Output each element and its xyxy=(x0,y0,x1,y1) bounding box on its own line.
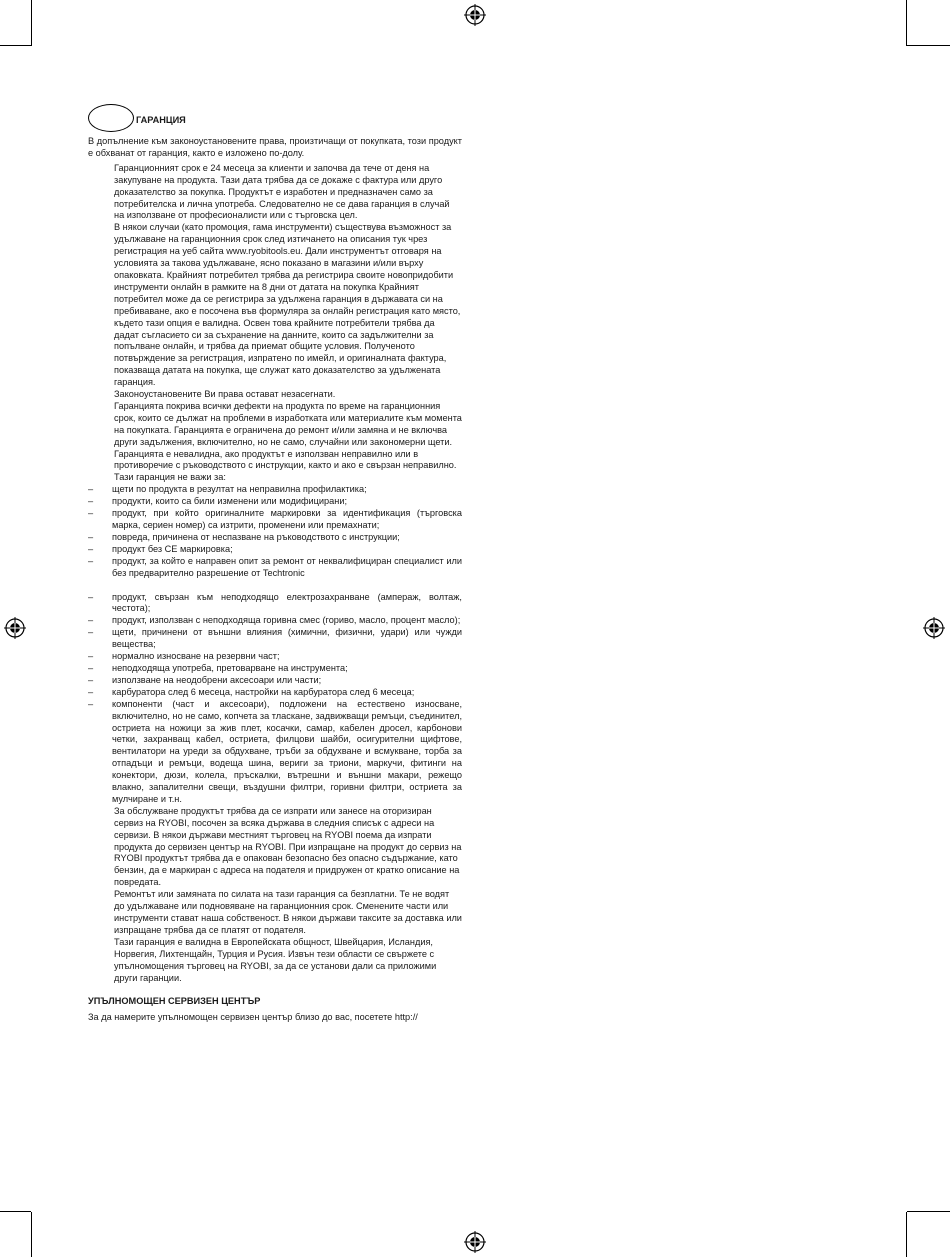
list-item: – неподходяща употреба, претоварване на инструмента; xyxy=(88,662,348,673)
list-item: – продукт, при който оригиналните маркировки за идентификация (търговска марка, сериен номер) са изтрити, променени или премахнати; xyxy=(88,508,462,530)
list-item: – нормално износване на резервни част; xyxy=(88,651,280,662)
dash-bullet: – xyxy=(88,674,94,685)
list-item: – компоненти (част и аксесоари), подложени на естествено износване, включително, но не само, копчета за тласкане, задвижващи ремъци, съединител, остриета на ножици за жив плет, косачки, самар, кабелен дросел, карбонови четки, захранващ кабел, остриета, филцови шайби, осигурителни щифтове, вентилатори на уреди за обдухване, тръби за обдухване и всмукване, торба за отпадъци и ремъци, водеща шина, вериги за триони, маркучи, фитинги на конектори, дюзи, колела, пръскалки, вътрешни и външни макари, режещо влакно, запалителни свещи, въздушни филтри, горивни филтри, остриета за мулчиране и т.н. xyxy=(88,698,462,804)
dash-bullet: – xyxy=(88,698,94,709)
dash-bullet: – xyxy=(88,651,94,662)
heading-title: ГАРАНЦИЯ xyxy=(136,115,186,125)
crop-mark-bottom-left-h xyxy=(0,1211,31,1212)
paragraph: Гаранцията е невалидна, ако продуктът е използван неправилно или в противоречие с ръководството с инструкции, както и ако е свързан неправилно. Тази гаранция не важи за: xyxy=(114,448,457,483)
dash-bullet: – xyxy=(88,496,94,507)
registration-mark-icon xyxy=(4,617,26,639)
list-item: – използване на неодобрени аксесоари или части; xyxy=(88,674,322,685)
paragraph: Ремонтът или замяната по силата на тази гаранция са безплатни. Те не водят до удължаване или подновяване на гаранционния срок. Сменените части или инструменти стават наша собственост. В някои държави таксите за доставка или изпращане трябва да се платят от подателя. xyxy=(114,889,462,935)
paragraph: Тази гаранция е валидна в Европейската общност, Швейцария, Исландия, Норвегия, Лихтенщайн, Турция и Русия. Извън тези области се свържете с упълномощения търговец на RYOBI, за да се установи дали са приложими други гаранции. xyxy=(114,936,437,983)
registration-mark-icon xyxy=(464,1231,486,1253)
crop-mark-bottom-right-h xyxy=(907,1211,950,1212)
service-center-text: За да намерите упълномощен сервизен център близо до вас, посетете http:// xyxy=(88,1012,418,1023)
service-center-heading: УПЪЛНОМОЩЕН СЕРВИЗЕН ЦЕНТЪР xyxy=(88,996,261,1007)
paragraph: За обслужване продуктът трябва да се изпрати или занесе на оторизиран сервиз на RYOBI, посочен за всяка държава в следния списък с адреси на сервизи. В някои държави местният търговец на RYOBI поема да изпрати продукта до сервизен център на RYOBI. При изпращане на продукт до сервиз на RYOBI продуктът трябва да е опакован безопасно без опасно съдържание, като бензин, да е маркиран с адреса на подателя и придружен от кратко описание на повредата. xyxy=(114,805,462,888)
dash-bullet: – xyxy=(88,484,94,495)
crop-mark-top-right-h xyxy=(907,45,950,46)
paragraph: Гаранционният срок е 24 месеца за клиенти и започва да тече от деня на закупуване на продукта. Тази дата трябва да се докаже с фактура или друго доказателство за покупка. Продуктът е изработен и предназначен само за потребителска и лична употреба. Следователно не се дава гаранция в случай на използване от професионалисти или с търговска цел. xyxy=(114,162,450,221)
crop-mark-bottom-left-v xyxy=(31,1212,32,1257)
registration-mark-icon xyxy=(923,617,945,639)
dash-bullet: – xyxy=(88,508,94,519)
dash-bullet: – xyxy=(88,662,94,673)
dash-bullet: – xyxy=(88,615,94,626)
warranty-body-continued xyxy=(114,806,462,985)
list-item: – карбуратора след 6 месеца, настройки на карбуратора след 6 месеца; xyxy=(88,686,415,697)
list-item: – продукт, използван с неподходяща горивна смес (гориво, масло, процент масло); xyxy=(88,615,461,626)
dash-bullet: – xyxy=(88,591,94,602)
paragraph: Гаранцията покрива всички дефекти на продукта по време на гаранционния срок, които се дължат на проблеми в изработката или материалите към момента на покупката. Гаранцията е ограничена до ремонт и/или замяна и не включва други задължения, включително, но не само, случайни или закономерни щети. xyxy=(114,400,462,447)
list-item: – продукт, свързан към неподходящо електрозахранване (ампераж, волтаж, честота); xyxy=(88,591,462,614)
list-item: – продукт, за който е направен опит за ремонт от неквалифициран специалист или без предварително разрешение от Techtronic xyxy=(88,555,462,578)
language-oval-badge xyxy=(88,104,134,132)
dash-bullet: – xyxy=(88,627,94,638)
crop-mark-top-right-v xyxy=(906,0,907,46)
registration-mark-icon xyxy=(464,4,486,26)
section-heading xyxy=(88,104,462,136)
exclusions-list xyxy=(88,484,462,806)
dash-bullet: – xyxy=(88,543,94,554)
list-item: – щети, причинени от външни влияния (химични, физични, удари) или чужди вещества; xyxy=(88,627,462,650)
crop-mark-top-left-h xyxy=(0,45,31,46)
warranty-body xyxy=(114,163,462,484)
intro-paragraph: В допълнение към законоустановените права, произтичащи от покупката, този продукт е обхванат от гаранция, както е изложено по-долу. xyxy=(88,136,462,158)
crop-mark-bottom-right-v xyxy=(906,1212,907,1257)
list-item: – повреда, причинена от неспазване на ръководството с инструкции; xyxy=(88,531,400,542)
list-item: – щети по продукта в резултат на неправилна профилактика; xyxy=(88,484,367,495)
list-item: – продукти, които са били изменени или модифицирани; xyxy=(88,496,348,507)
crop-mark-top-left-v xyxy=(31,0,32,46)
warranty-section xyxy=(88,104,462,1024)
dash-bullet: – xyxy=(88,555,94,566)
paragraph: Законоустановените Ви права остават незасегнати. xyxy=(114,389,336,400)
dash-bullet: – xyxy=(88,531,94,542)
list-item: – продукт без CE маркировка; xyxy=(88,543,233,554)
paragraph: В някои случаи (като промоция, гама инструменти) съществува възможност за удължаване на гаранционния срок след изтичането на описания тук чрез регистрация на уеб сайта www.ryobitools.eu. Дали инструментът отговаря на условията за такова удължаване, ясно показано в магазини и/или върху опаковката. Крайният потребител трябва да регистрира своите новопридобити инструменти онлайн в рамките на 8 дни от датата на покупка Крайният потребител може да се регистрира за удължена гаранция в държавата си на пребиваване, ако е посочена във формуляра за онлайн регистрация като място, където тази опция е валидна. Освен това крайните потребители трябва да дадат съгласието си за съхранение на данните, които са задължителни за попълване онлайн, и трябва да приемат общите условия. Полученото потвърждение за регистрация, изпратено по имейл, и оригиналната фактура, показваща датата на покупка, ще служат като доказателство за удължената гаранция. xyxy=(114,222,461,388)
dash-bullet: – xyxy=(88,686,94,697)
